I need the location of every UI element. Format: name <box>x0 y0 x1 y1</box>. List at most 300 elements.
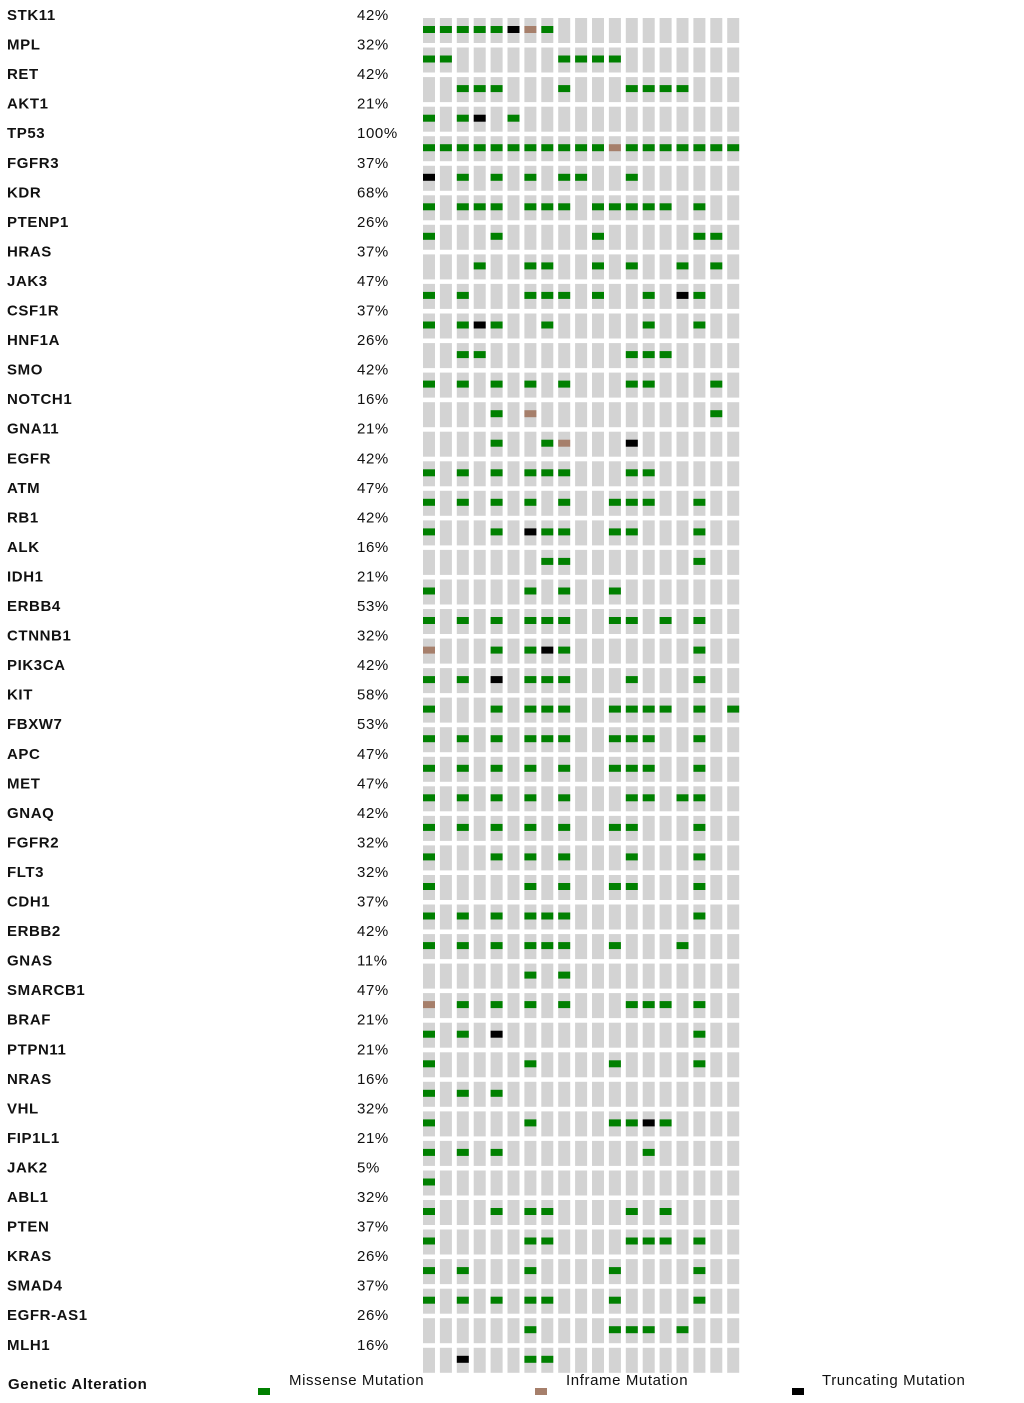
percentage-label: 53% <box>357 716 389 734</box>
gene-label: SMAD4 <box>7 1277 63 1295</box>
sample-cell <box>727 77 739 102</box>
alteration-mark-missense <box>626 1208 638 1215</box>
sample-cell <box>626 18 638 43</box>
alteration-mark-missense <box>693 292 705 299</box>
sample-cell <box>677 314 689 339</box>
percentage-label: 26% <box>357 332 389 350</box>
sample-cell <box>575 195 587 220</box>
sample-cell <box>727 461 739 486</box>
alteration-mark-missense <box>423 292 435 299</box>
sample-cell <box>575 993 587 1018</box>
alteration-mark-missense <box>474 351 486 358</box>
sample-cell <box>677 1111 689 1136</box>
alteration-mark-missense <box>693 558 705 565</box>
alteration-mark-missense <box>491 853 503 860</box>
sample-cell <box>727 727 739 752</box>
gene-label: GNAS <box>7 952 53 970</box>
sample-cell <box>710 343 722 368</box>
alteration-mark-missense <box>457 469 469 476</box>
sample-cell <box>677 1348 689 1373</box>
alteration-mark-inframe <box>423 647 435 654</box>
sample-cell <box>440 993 452 1018</box>
alteration-mark-missense <box>626 735 638 742</box>
sample-cell <box>660 432 672 457</box>
sample-cell <box>491 1171 503 1196</box>
sample-cell <box>677 1171 689 1196</box>
sample-cell <box>677 639 689 664</box>
alteration-mark-missense <box>524 647 536 654</box>
sample-cell <box>727 314 739 339</box>
alteration-mark-missense <box>491 1001 503 1008</box>
sample-cell <box>710 107 722 132</box>
alteration-mark-missense <box>457 85 469 92</box>
alteration-mark-missense <box>457 1031 469 1038</box>
sample-cell <box>626 107 638 132</box>
sample-cell <box>693 77 705 102</box>
alteration-mark-missense <box>710 410 722 417</box>
sample-cell <box>457 1171 469 1196</box>
sample-cell <box>440 1348 452 1373</box>
sample-cell <box>626 1082 638 1107</box>
sample-cell <box>592 1200 604 1225</box>
alteration-mark-inframe <box>558 440 570 447</box>
percentage-label: 42% <box>357 66 389 84</box>
sample-cell <box>592 107 604 132</box>
alteration-mark-missense <box>541 558 553 565</box>
alteration-mark-missense <box>693 1297 705 1304</box>
sample-cell <box>727 343 739 368</box>
sample-cell <box>609 225 621 250</box>
sample-cell <box>524 343 536 368</box>
alteration-mark-missense <box>626 824 638 831</box>
sample-cell <box>508 284 520 309</box>
sample-cell <box>727 432 739 457</box>
alteration-mark-missense <box>693 794 705 801</box>
sample-cell <box>677 757 689 782</box>
sample-cell <box>508 1259 520 1284</box>
legend-label-missense: Missense Mutation <box>289 1372 425 1389</box>
sample-cell <box>677 698 689 723</box>
sample-cell <box>508 343 520 368</box>
alteration-mark-missense <box>677 794 689 801</box>
alteration-mark-missense <box>423 824 435 831</box>
sample-cell <box>710 1023 722 1048</box>
sample-cell <box>609 993 621 1018</box>
sample-cell <box>457 845 469 870</box>
alteration-mark-missense <box>575 56 587 63</box>
sample-cell <box>541 373 553 398</box>
sample-cell <box>440 1230 452 1255</box>
sample-cell <box>677 48 689 73</box>
alteration-mark-missense <box>423 381 435 388</box>
sample-cell <box>643 48 655 73</box>
sample-cell <box>575 964 587 989</box>
alteration-mark-missense <box>592 203 604 210</box>
sample-cell <box>457 225 469 250</box>
sample-cell <box>575 1082 587 1107</box>
sample-cell <box>592 727 604 752</box>
sample-cell <box>710 727 722 752</box>
percentage-label: 21% <box>357 1129 389 1147</box>
sample-cell <box>710 284 722 309</box>
alteration-mark-missense <box>609 588 621 595</box>
sample-cell <box>660 905 672 930</box>
sample-cell <box>727 845 739 870</box>
alteration-mark-missense <box>423 469 435 476</box>
alteration-mark-missense <box>423 322 435 329</box>
sample-cell <box>508 254 520 279</box>
gene-label: HRAS <box>7 243 52 261</box>
sample-cell <box>474 1171 486 1196</box>
gene-label: MET <box>7 775 41 793</box>
alteration-mark-missense <box>423 1090 435 1097</box>
sample-cell <box>508 580 520 605</box>
alteration-mark-missense <box>474 26 486 33</box>
sample-cell <box>491 580 503 605</box>
alteration-mark-missense <box>609 617 621 624</box>
sample-cell <box>508 1052 520 1077</box>
sample-cell <box>592 461 604 486</box>
sample-cell <box>575 520 587 545</box>
alteration-mark-missense <box>491 647 503 654</box>
alteration-mark-missense <box>423 26 435 33</box>
sample-cell <box>592 1289 604 1314</box>
sample-cell <box>592 1259 604 1284</box>
sample-cell <box>727 875 739 900</box>
sample-cell <box>474 1052 486 1077</box>
gene-label: EGFR <box>7 450 52 468</box>
alteration-mark-missense <box>491 410 503 417</box>
sample-cell <box>541 166 553 191</box>
alteration-mark-inframe <box>524 410 536 417</box>
sample-cell <box>524 1082 536 1107</box>
sample-cell <box>710 668 722 693</box>
alteration-mark-missense <box>558 499 570 506</box>
sample-cell <box>643 432 655 457</box>
alteration-mark-missense <box>660 706 672 713</box>
sample-cell <box>660 727 672 752</box>
percentage-label: 42% <box>357 509 389 527</box>
alteration-mark-missense <box>575 144 587 151</box>
sample-cell <box>727 905 739 930</box>
sample-cell <box>727 491 739 516</box>
sample-cell <box>710 580 722 605</box>
alteration-mark-missense <box>541 1356 553 1363</box>
alteration-mark-missense <box>440 26 452 33</box>
sample-cell <box>440 1023 452 1048</box>
sample-cell <box>592 816 604 841</box>
sample-cell <box>609 1200 621 1225</box>
sample-cell <box>474 668 486 693</box>
sample-cell <box>626 225 638 250</box>
percentage-label: 37% <box>357 893 389 911</box>
gene-label: VHL <box>7 1100 39 1118</box>
alteration-mark-missense <box>710 144 722 151</box>
alteration-mark-missense <box>541 1297 553 1304</box>
alteration-mark-truncating <box>491 676 503 683</box>
gene-label: KDR <box>7 184 42 202</box>
sample-cell <box>508 1289 520 1314</box>
gene-label: KIT <box>7 686 33 704</box>
gene-label: AKT1 <box>7 95 49 113</box>
gene-label: IDH1 <box>7 568 44 586</box>
alteration-mark-inframe <box>423 1001 435 1008</box>
percentage-label: 37% <box>357 154 389 172</box>
sample-cell <box>474 639 486 664</box>
sample-cell <box>457 1200 469 1225</box>
gene-label: MPL <box>7 36 41 54</box>
alteration-mark-missense <box>558 794 570 801</box>
sample-cell <box>524 432 536 457</box>
alteration-mark-missense <box>423 735 435 742</box>
alteration-mark-missense <box>423 144 435 151</box>
alteration-mark-missense <box>524 262 536 269</box>
sample-cell <box>541 77 553 102</box>
sample-cell <box>643 520 655 545</box>
sample-cell <box>440 1171 452 1196</box>
alteration-mark-missense <box>457 1267 469 1274</box>
sample-cell <box>693 580 705 605</box>
alteration-mark-missense <box>558 85 570 92</box>
sample-cell <box>609 1171 621 1196</box>
alteration-mark-missense <box>524 144 536 151</box>
alteration-mark-missense <box>710 233 722 240</box>
sample-cell <box>474 757 486 782</box>
sample-cell <box>693 1082 705 1107</box>
sample-cell <box>491 254 503 279</box>
alteration-mark-missense <box>457 676 469 683</box>
alteration-mark-missense <box>609 824 621 831</box>
alteration-mark-missense <box>524 883 536 890</box>
alteration-mark-missense <box>457 322 469 329</box>
alteration-mark-missense <box>474 85 486 92</box>
sample-cell <box>524 1023 536 1048</box>
sample-cell <box>710 964 722 989</box>
sample-cell <box>609 1348 621 1373</box>
sample-cell <box>677 580 689 605</box>
sample-cell <box>727 254 739 279</box>
alteration-mark-missense <box>558 381 570 388</box>
sample-cell <box>474 934 486 959</box>
sample-cell <box>727 1200 739 1225</box>
sample-cell <box>660 639 672 664</box>
sample-cell <box>660 491 672 516</box>
sample-cell <box>677 1052 689 1077</box>
sample-cell <box>693 166 705 191</box>
alteration-mark-missense <box>693 913 705 920</box>
alteration-mark-missense <box>541 913 553 920</box>
sample-cell <box>643 1259 655 1284</box>
sample-cell <box>660 520 672 545</box>
sample-cell <box>693 48 705 73</box>
sample-cell <box>541 343 553 368</box>
sample-cell <box>474 1348 486 1373</box>
sample-cell <box>727 550 739 575</box>
sample-cell <box>626 580 638 605</box>
sample-cell <box>643 580 655 605</box>
alteration-mark-missense <box>626 853 638 860</box>
sample-cell <box>609 107 621 132</box>
sample-cell <box>727 816 739 841</box>
sample-cell <box>440 343 452 368</box>
sample-cell <box>727 225 739 250</box>
alteration-mark-missense <box>491 203 503 210</box>
sample-cell <box>575 1171 587 1196</box>
sample-cell <box>508 1023 520 1048</box>
alteration-mark-missense <box>626 1326 638 1333</box>
sample-cell <box>660 314 672 339</box>
sample-cell <box>491 550 503 575</box>
sample-cell <box>474 964 486 989</box>
sample-cell <box>541 786 553 811</box>
alteration-mark-missense <box>541 617 553 624</box>
sample-cell <box>440 668 452 693</box>
sample-cell <box>423 1348 435 1373</box>
sample-cell <box>660 1318 672 1343</box>
sample-cell <box>541 993 553 1018</box>
alteration-mark-truncating <box>626 440 638 447</box>
percentage-label: 26% <box>357 1307 389 1325</box>
sample-cell <box>710 432 722 457</box>
sample-cell <box>592 580 604 605</box>
alteration-mark-missense <box>558 676 570 683</box>
sample-cell <box>710 195 722 220</box>
alteration-mark-missense <box>660 1119 672 1126</box>
sample-cell <box>710 461 722 486</box>
sample-cell <box>423 1318 435 1343</box>
percentage-label: 21% <box>357 420 389 438</box>
alteration-mark-missense <box>423 706 435 713</box>
alteration-mark-missense <box>491 499 503 506</box>
sample-cell <box>474 48 486 73</box>
sample-cell <box>457 1318 469 1343</box>
sample-cell <box>643 1289 655 1314</box>
sample-cell <box>660 964 672 989</box>
sample-cell <box>440 875 452 900</box>
alteration-mark-missense <box>693 853 705 860</box>
sample-cell <box>541 1259 553 1284</box>
sample-cell <box>592 1230 604 1255</box>
legend <box>8 1372 965 1395</box>
alteration-mark-truncating <box>677 292 689 299</box>
sample-cell <box>626 1289 638 1314</box>
sample-cell <box>457 254 469 279</box>
sample-cell <box>660 1082 672 1107</box>
alteration-mark-missense <box>643 351 655 358</box>
alteration-mark-missense <box>660 1001 672 1008</box>
alteration-mark-missense <box>423 765 435 772</box>
alteration-mark-missense <box>423 56 435 63</box>
alteration-mark-missense <box>609 706 621 713</box>
sample-cell <box>558 1230 570 1255</box>
alteration-mark-missense <box>626 794 638 801</box>
sample-cell <box>524 48 536 73</box>
sample-cell <box>508 1348 520 1373</box>
gene-label: PIK3CA <box>7 657 66 675</box>
alteration-mark-missense <box>558 913 570 920</box>
sample-cell <box>693 432 705 457</box>
sample-cell <box>677 1289 689 1314</box>
percentage-label: 21% <box>357 1041 389 1059</box>
sample-cell <box>575 698 587 723</box>
sample-cell <box>609 550 621 575</box>
percentage-label: 42% <box>357 657 389 675</box>
sample-cell <box>524 1171 536 1196</box>
alteration-mark-missense <box>609 203 621 210</box>
sample-cell <box>457 520 469 545</box>
alteration-mark-truncating <box>541 647 553 654</box>
alteration-mark-missense <box>423 1119 435 1126</box>
sample-cell <box>423 432 435 457</box>
sample-cell <box>643 609 655 634</box>
sample-cell <box>575 1348 587 1373</box>
sample-cell <box>474 727 486 752</box>
sample-cell <box>457 875 469 900</box>
alteration-mark-missense <box>491 469 503 476</box>
sample-cell <box>609 1141 621 1166</box>
sample-cell <box>660 786 672 811</box>
sample-cell <box>660 254 672 279</box>
sample-cell <box>474 786 486 811</box>
sample-cell <box>474 520 486 545</box>
sample-cell <box>693 934 705 959</box>
sample-cell <box>474 609 486 634</box>
alteration-mark-missense <box>474 203 486 210</box>
sample-cell <box>491 1052 503 1077</box>
sample-cell <box>440 698 452 723</box>
percentage-label: 32% <box>357 36 389 54</box>
sample-cell <box>643 1023 655 1048</box>
sample-cell <box>710 609 722 634</box>
sample-cell <box>677 195 689 220</box>
alteration-mark-missense <box>457 942 469 949</box>
sample-cell <box>575 1141 587 1166</box>
alteration-mark-missense <box>660 617 672 624</box>
alteration-mark-missense <box>626 174 638 181</box>
sample-cell <box>677 550 689 575</box>
gene-label: JAK2 <box>7 1159 48 1177</box>
sample-cell <box>575 757 587 782</box>
alteration-mark-missense <box>693 203 705 210</box>
alteration-mark-missense <box>457 735 469 742</box>
sample-cell <box>727 609 739 634</box>
sample-cell <box>474 1082 486 1107</box>
sample-cell <box>710 1289 722 1314</box>
sample-cell <box>677 1230 689 1255</box>
sample-cell <box>440 609 452 634</box>
percentage-label: 47% <box>357 272 389 290</box>
sample-cell <box>660 373 672 398</box>
alteration-mark-missense <box>423 676 435 683</box>
sample-cell <box>677 845 689 870</box>
alteration-mark-missense <box>643 381 655 388</box>
alteration-mark-missense <box>524 824 536 831</box>
sample-cell <box>575 580 587 605</box>
sample-cell <box>508 727 520 752</box>
percentage-label: 100% <box>357 125 398 143</box>
gene-label: SMO <box>7 361 43 379</box>
sample-cell <box>457 964 469 989</box>
alteration-mark-missense <box>457 1149 469 1156</box>
sample-cell <box>575 905 587 930</box>
alteration-mark-missense <box>423 528 435 535</box>
sample-cell <box>677 1141 689 1166</box>
alteration-mark-missense <box>693 1060 705 1067</box>
sample-cell <box>592 875 604 900</box>
sample-cell <box>575 1289 587 1314</box>
alteration-mark-missense <box>626 469 638 476</box>
sample-cell <box>541 1052 553 1077</box>
